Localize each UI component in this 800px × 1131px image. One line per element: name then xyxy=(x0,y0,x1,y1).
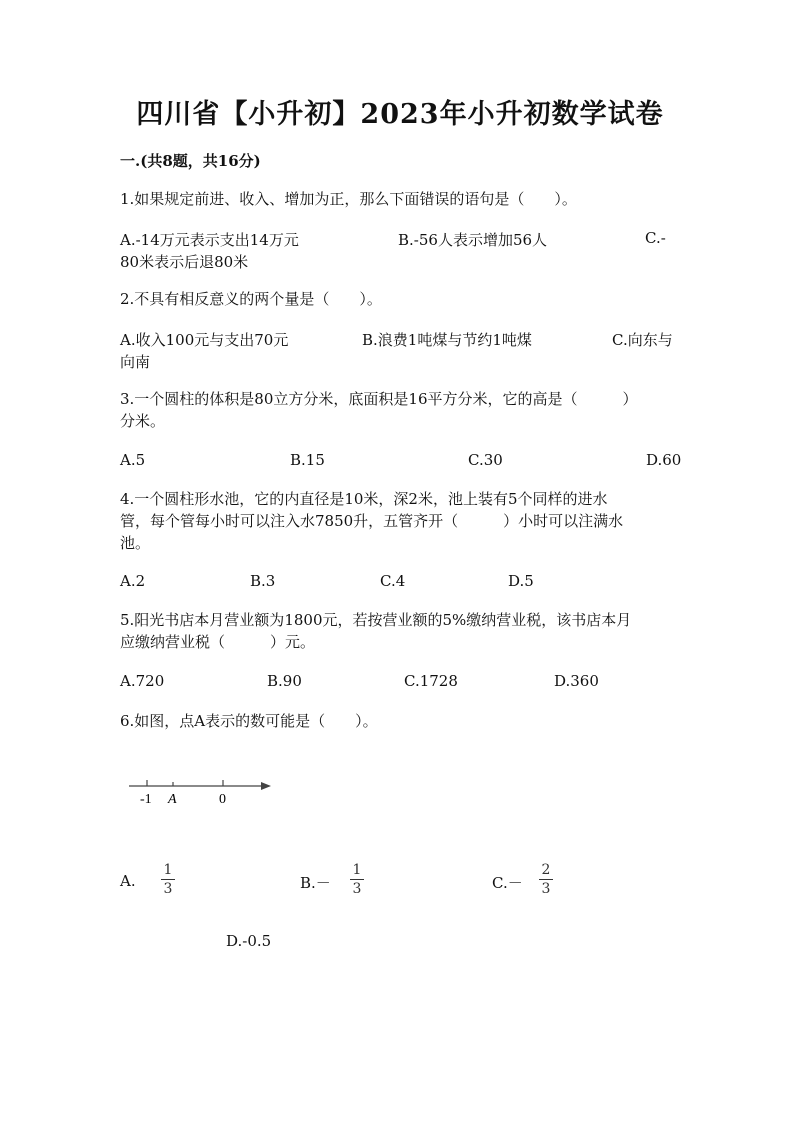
fraction-two-thirds-c: 2 3 xyxy=(538,862,554,897)
number-line-arrowhead xyxy=(261,782,271,790)
label-zero: 0 xyxy=(219,792,226,807)
fraction-one-third-b: 1 3 xyxy=(349,862,365,897)
question-6-option-c[interactable]: C.－ xyxy=(492,874,523,892)
question-5-option-c[interactable]: C.1728 xyxy=(404,672,458,690)
question-6-option-b[interactable]: B.－ xyxy=(300,874,331,892)
question-4-text-line-1: 4.一个圆柱形水池，它的内直径是10米，深2米，池上装有5个同样的进水 xyxy=(120,490,608,508)
label-minus-one: -1 xyxy=(140,792,152,807)
fraction-one-third-a: 1 3 xyxy=(160,862,176,897)
question-6-text: 6.如图，点A表示的数可能是（ ）。 xyxy=(120,712,378,730)
question-5-text-line-2: 应缴纳营业税（ ）元。 xyxy=(120,633,316,651)
question-3-option-c[interactable]: C.30 xyxy=(468,451,503,469)
question-1-option-c[interactable]: C.- xyxy=(645,229,666,247)
question-1-option-a[interactable]: A.-14万元表示支出14万元 xyxy=(120,231,299,249)
question-6-option-d[interactable]: D.-0.5 xyxy=(226,932,272,950)
number-line-figure xyxy=(125,770,275,810)
question-4-text-line-3: 池。 xyxy=(120,534,151,552)
question-2-option-c-continued: 向南 xyxy=(120,353,151,371)
question-2-option-c[interactable]: C.向东与 xyxy=(612,331,673,349)
section-header: 一.(共8题，共16分) xyxy=(120,152,261,170)
question-2-option-b[interactable]: B.浪费1吨煤与节约1吨煤 xyxy=(362,331,532,349)
question-4-option-d[interactable]: D.5 xyxy=(508,572,534,590)
question-3-text-line-2: 分米。 xyxy=(120,412,166,430)
question-1-option-b[interactable]: B.-56人表示增加56人 xyxy=(398,231,548,249)
page-title: 四川省【小升初】2023年小升初数学试卷 xyxy=(136,99,664,130)
question-4-text-line-2: 管，每个管每小时可以注入水7850升，五管齐开（ ）小时可以注满水 xyxy=(120,512,624,530)
label-point-a: A xyxy=(168,792,177,807)
question-5-option-a[interactable]: A.720 xyxy=(120,672,165,690)
question-3-option-b[interactable]: B.15 xyxy=(290,451,325,469)
question-4-option-b[interactable]: B.3 xyxy=(250,572,276,590)
question-4-option-a[interactable]: A.2 xyxy=(120,572,146,590)
question-3-option-a[interactable]: A.5 xyxy=(120,451,146,469)
question-5-option-b[interactable]: B.90 xyxy=(267,672,302,690)
question-1-text: 1.如果规定前进、收入、增加为正，那么下面错误的语句是（ ）。 xyxy=(120,190,577,208)
question-1-option-c-continued: 80米表示后退80米 xyxy=(120,253,249,271)
question-2-option-a[interactable]: A.收入100元与支出70元 xyxy=(120,331,289,349)
question-6-option-a[interactable]: A. xyxy=(120,872,136,890)
question-5-option-d[interactable]: D.360 xyxy=(554,672,599,690)
question-4-option-c[interactable]: C.4 xyxy=(380,572,406,590)
question-3-option-d[interactable]: D.60 xyxy=(646,451,682,469)
question-2-text: 2.不具有相反意义的两个量是（ ）。 xyxy=(120,290,382,308)
question-5-text-line-1: 5.阳光书店本月营业额为1800元，若按营业额的5%缴纳营业税，该书店本月 xyxy=(120,611,632,629)
question-3-text-line-1: 3.一个圆柱的体积是80立方分米，底面积是16平方分米，它的高是（ ） xyxy=(120,390,638,408)
